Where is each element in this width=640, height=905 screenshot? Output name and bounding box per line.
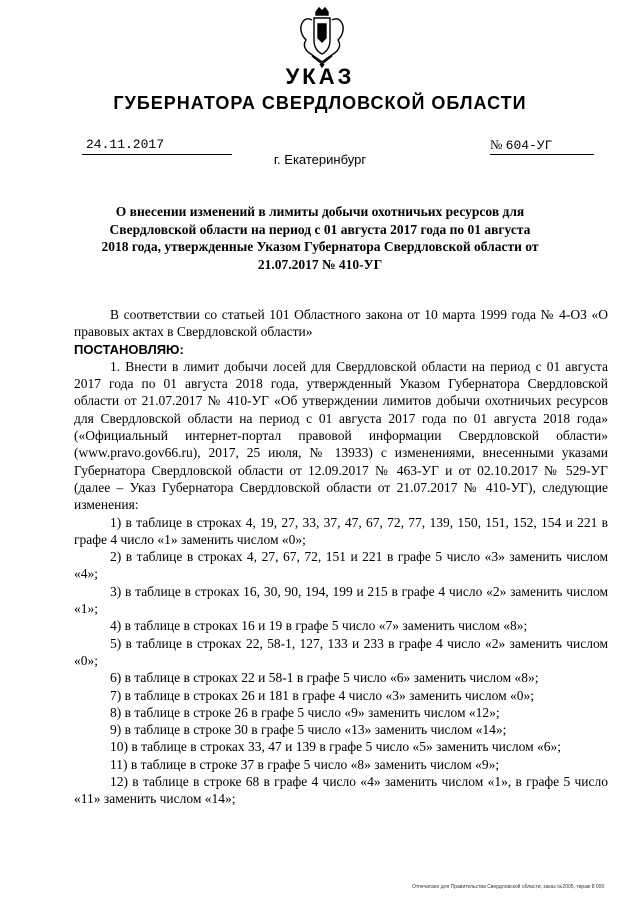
list-item: 10) в таблице в строках 33, 47 и 139 в графе 5 число «5» заменить числом «6»; bbox=[110, 739, 562, 755]
number-prefix: № bbox=[490, 137, 503, 152]
preamble-paragraph: В соответствии со статьей 101 Областного закона от 10 марта 1999 года № 4-ОЗ «О правовых актах в Свердловской области» bbox=[74, 307, 608, 340]
document-date: 24.11.2017 bbox=[82, 136, 232, 155]
list-item: 1) в таблице в строках 4, 19, 27, 33, 37, 47, 67, 72, 77, 139, 150, 151, 152, 154 и 221 в графе 4 число «1» заменить числом «0»; bbox=[74, 514, 608, 547]
clause-paragraph: 1. Внести в лимит добычи лосей для Свердловской области на период с 01 августа 2017 года по 01 августа 2018 года, утвержденный Указом Губернатора Свердловской области от 21.07.2017 № 410-УГ «Об утверждении лимитов добычи охотничьих ресурсов для Свердловской области на период с 01 августа 2017 года по 01 августа 2018 года» («Официальный интернет-портал правовой информации Свердловской области» (www.pravo.gov66.ru), 2017, 25 июля, № 13933) с изменениями, внесенными указами Губернатора Свердловской области от 12.09.2017 № 463-УГ и от 02.10.2017 № 529-УГ (далее – Указ Губернатора Свердловской области от 21.07.2017 № 410-УГ), следующие изменения: bbox=[74, 358, 608, 513]
document-issuer-title: ГУБЕРНАТОРА СВЕРДЛОВСКОЙ ОБЛАСТИ bbox=[113, 93, 527, 113]
print-note: Отпечатано для Правительства Свердловской области, заказ №2005, тираж 8 000 bbox=[412, 884, 605, 890]
list-item: 3) в таблице в строках 16, 30, 90, 194, 199 и 215 в графе 4 число «2» заменить числом «1»; bbox=[74, 583, 608, 617]
list-item: 12) в таблице в строке 68 в графе 4 число «4» заменить числом «1», в графе 5 число «11» заменить числом «14»; bbox=[74, 774, 608, 807]
coat-of-arms-icon bbox=[298, 6, 346, 68]
document-number: 604-УГ bbox=[505, 138, 553, 153]
list-item: 11) в таблице в строке 37 в графе 5 число «8» заменить числом «9»; bbox=[110, 756, 500, 772]
document-type-title: УКАЗ bbox=[285, 64, 355, 89]
list-item: 6) в таблице в строках 22 и 58-1 в графе 5 число «6» заменить числом «8»; bbox=[110, 670, 539, 686]
city-line: г. Екатеринбург bbox=[273, 152, 367, 167]
document-body bbox=[74, 306, 608, 808]
list-item: 9) в таблице в строке 30 в графе 5 число «13» заменить числом «14»; bbox=[110, 722, 507, 738]
list-item: 5) в таблице в строках 22, 58-1, 127, 133 и 233 в графе 4 число «2» заменить числом «0»; bbox=[74, 635, 608, 668]
list-item: 8) в таблице в строке 26 в графе 5 число «9» заменить числом «12»; bbox=[110, 704, 500, 720]
list-item: 4) в таблице в строках 16 и 19 в графе 5 число «7» заменить числом «8»; bbox=[110, 618, 528, 634]
decree-heading: ПОСТАНОВЛЯЮ: bbox=[74, 341, 184, 357]
document-subject: О внесении изменений в лимиты добычи охотничьих ресурсов для Свердловской области на период с 01 августа 2017 года по 01 августа 2018 года, утвержденные Указом Губернатора Свердловской области от 21.07.2017 № 410-УГ bbox=[101, 204, 539, 272]
list-item: 2) в таблице в строках 4, 27, 67, 72, 151 и 221 в графе 5 число «3» заменить числом «4»; bbox=[74, 549, 608, 582]
list-item: 7) в таблице в строках 26 и 181 в графе 4 число «3» заменить числом «0»; bbox=[110, 687, 535, 703]
